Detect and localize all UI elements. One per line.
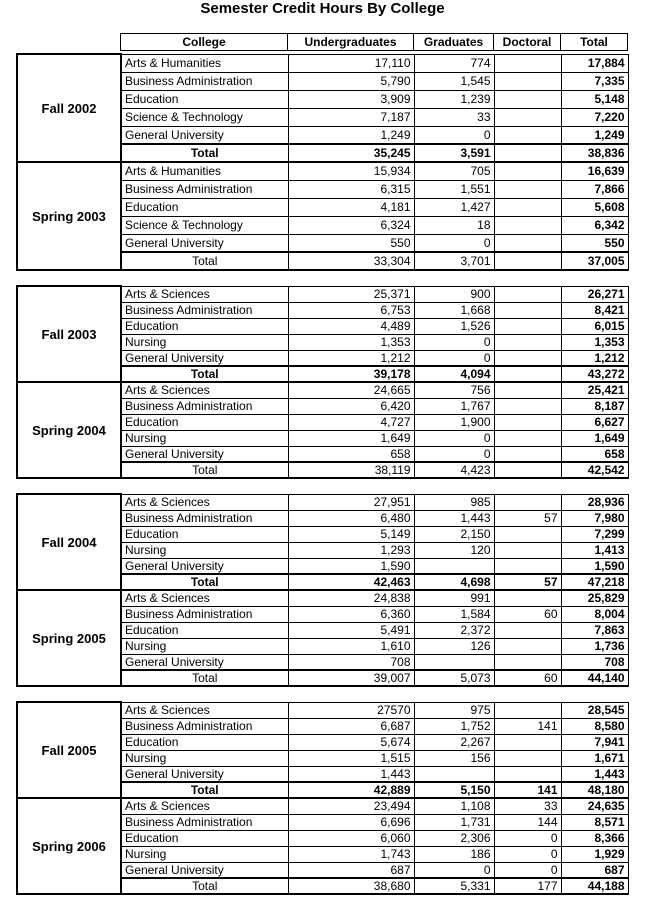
college-cell: Business Administration xyxy=(121,718,288,734)
total-cell: 44,188 xyxy=(561,878,628,894)
total-cell: 28,936 xyxy=(561,494,628,510)
undergraduates-cell: 687 xyxy=(288,862,414,878)
total-cell: 16,639 xyxy=(561,162,628,180)
doctoral-cell xyxy=(494,334,561,350)
undergraduates-cell: 1,649 xyxy=(288,430,414,446)
graduates-cell: 5,331 xyxy=(414,878,494,894)
undergraduates-cell: 1,443 xyxy=(288,766,414,782)
undergraduates-cell: 38,680 xyxy=(288,878,414,894)
undergraduates-cell: 6,315 xyxy=(288,180,414,198)
graduates-cell: 0 xyxy=(414,862,494,878)
undergraduates-cell: 5,674 xyxy=(288,734,414,750)
doctoral-cell: 144 xyxy=(494,814,561,830)
doctoral-cell: 177 xyxy=(494,878,561,894)
total-cell: 5,608 xyxy=(561,198,628,216)
undergraduates-cell: 6,480 xyxy=(288,510,414,526)
column-header-graduates: Graduates xyxy=(414,34,494,51)
graduates-cell: 1,108 xyxy=(414,798,494,814)
college-cell: Education xyxy=(121,734,288,750)
graduates-cell: 2,306 xyxy=(414,830,494,846)
undergraduates-cell: 1,743 xyxy=(288,846,414,862)
total-cell: 7,866 xyxy=(561,180,628,198)
graduates-cell: 1,584 xyxy=(414,606,494,622)
total-cell: 6,015 xyxy=(561,318,628,334)
total-cell: 708 xyxy=(561,654,628,670)
college-cell: Nursing xyxy=(121,430,288,446)
graduates-cell: 0 xyxy=(414,446,494,462)
total-cell: 1,590 xyxy=(561,558,628,574)
college-cell: Arts & Sciences xyxy=(121,798,288,814)
total-cell: 24,635 xyxy=(561,798,628,814)
graduates-cell: 3,591 xyxy=(414,144,494,162)
doctoral-cell: 0 xyxy=(494,846,561,862)
graduates-cell: 4,698 xyxy=(414,574,494,590)
undergraduates-cell: 5,149 xyxy=(288,526,414,542)
doctoral-cell xyxy=(494,144,561,162)
college-cell: Business Administration xyxy=(121,398,288,414)
undergraduates-cell: 1,610 xyxy=(288,638,414,654)
college-cell: Nursing xyxy=(121,542,288,558)
doctoral-cell xyxy=(494,366,561,382)
college-cell: Arts & Humanities xyxy=(121,162,288,180)
doctoral-cell xyxy=(494,234,561,252)
undergraduates-cell: 6,060 xyxy=(288,830,414,846)
college-cell: Arts & Sciences xyxy=(121,382,288,398)
term-label: Spring 2004 xyxy=(17,382,121,478)
doctoral-cell xyxy=(494,72,561,90)
doctoral-cell xyxy=(494,90,561,108)
graduates-cell xyxy=(414,558,494,574)
graduates-cell: 1,767 xyxy=(414,398,494,414)
undergraduates-cell: 27570 xyxy=(288,702,414,718)
term-block xyxy=(16,285,629,479)
total-cell: 5,148 xyxy=(561,90,628,108)
undergraduates-cell: 5,491 xyxy=(288,622,414,638)
total-cell: 42,542 xyxy=(561,462,628,478)
doctoral-cell xyxy=(494,702,561,718)
doctoral-cell: 33 xyxy=(494,798,561,814)
undergraduates-cell: 42,889 xyxy=(288,782,414,798)
graduates-cell: 0 xyxy=(414,430,494,446)
college-cell: General University xyxy=(121,446,288,462)
total-cell: 8,421 xyxy=(561,302,628,318)
college-cell: Arts & Sciences xyxy=(121,702,288,718)
graduates-cell: 756 xyxy=(414,382,494,398)
undergraduates-cell: 17,110 xyxy=(288,54,414,72)
total-cell: 1,671 xyxy=(561,750,628,766)
doctoral-cell: 0 xyxy=(494,862,561,878)
undergraduates-cell: 6,360 xyxy=(288,606,414,622)
college-cell: Nursing xyxy=(121,334,288,350)
undergraduates-cell: 15,934 xyxy=(288,162,414,180)
term-label: Fall 2004 xyxy=(17,494,121,590)
college-cell: Nursing xyxy=(121,750,288,766)
table-row xyxy=(17,798,628,814)
total-cell: 1,736 xyxy=(561,638,628,654)
column-header-row xyxy=(121,34,628,51)
undergraduates-cell: 4,489 xyxy=(288,318,414,334)
total-cell: 28,545 xyxy=(561,702,628,718)
graduates-cell: 900 xyxy=(414,286,494,302)
college-cell: Business Administration xyxy=(121,302,288,318)
graduates-cell: 1,239 xyxy=(414,90,494,108)
doctoral-cell xyxy=(494,318,561,334)
doctoral-cell xyxy=(494,162,561,180)
undergraduates-cell: 33,304 xyxy=(288,252,414,270)
doctoral-cell xyxy=(494,654,561,670)
total-cell: 47,218 xyxy=(561,574,628,590)
graduates-cell: 975 xyxy=(414,702,494,718)
total-cell: 1,649 xyxy=(561,430,628,446)
college-cell: Business Administration xyxy=(121,510,288,526)
graduates-cell: 4,094 xyxy=(414,366,494,382)
undergraduates-cell: 24,665 xyxy=(288,382,414,398)
total-cell: 26,271 xyxy=(561,286,628,302)
graduates-cell: 1,900 xyxy=(414,414,494,430)
college-cell: Business Administration xyxy=(121,180,288,198)
undergraduates-cell: 24,838 xyxy=(288,590,414,606)
total-cell: 7,335 xyxy=(561,72,628,90)
college-cell: General University xyxy=(121,654,288,670)
graduates-cell: 5,073 xyxy=(414,670,494,686)
undergraduates-cell: 27,951 xyxy=(288,494,414,510)
college-cell: Total xyxy=(121,878,288,894)
doctoral-cell xyxy=(494,414,561,430)
graduates-cell: 186 xyxy=(414,846,494,862)
total-cell: 7,863 xyxy=(561,622,628,638)
undergraduates-cell: 1,353 xyxy=(288,334,414,350)
doctoral-cell xyxy=(494,180,561,198)
undergraduates-cell: 23,494 xyxy=(288,798,414,814)
doctoral-cell xyxy=(494,766,561,782)
table-row xyxy=(17,494,628,510)
total-cell: 1,443 xyxy=(561,766,628,782)
total-cell: 1,212 xyxy=(561,350,628,366)
total-cell: 7,220 xyxy=(561,108,628,126)
undergraduates-cell: 6,687 xyxy=(288,718,414,734)
term-label: Spring 2003 xyxy=(17,162,121,270)
graduates-cell: 0 xyxy=(414,334,494,350)
graduates-cell: 120 xyxy=(414,542,494,558)
doctoral-cell: 60 xyxy=(494,606,561,622)
doctoral-cell xyxy=(494,542,561,558)
college-cell: Education xyxy=(121,198,288,216)
total-cell: 1,353 xyxy=(561,334,628,350)
column-header-doctoral: Doctoral xyxy=(494,34,561,51)
graduates-cell: 0 xyxy=(414,350,494,366)
term-label: Fall 2002 xyxy=(17,54,121,162)
table-row xyxy=(17,382,628,398)
total-cell: 1,929 xyxy=(561,846,628,862)
graduates-cell xyxy=(414,766,494,782)
college-cell: Total xyxy=(121,462,288,478)
undergraduates-cell: 6,696 xyxy=(288,814,414,830)
college-cell: General University xyxy=(121,234,288,252)
undergraduates-cell: 6,420 xyxy=(288,398,414,414)
college-cell: Total xyxy=(121,252,288,270)
term-block xyxy=(16,701,629,895)
total-cell: 25,829 xyxy=(561,590,628,606)
undergraduates-cell: 5,790 xyxy=(288,72,414,90)
college-cell: General University xyxy=(121,350,288,366)
graduates-cell: 126 xyxy=(414,638,494,654)
graduates-cell: 0 xyxy=(414,126,494,144)
doctoral-cell xyxy=(494,54,561,72)
graduates-cell: 4,423 xyxy=(414,462,494,478)
graduates-cell: 18 xyxy=(414,216,494,234)
total-cell: 6,627 xyxy=(561,414,628,430)
college-cell: Business Administration xyxy=(121,72,288,90)
graduates-cell: 2,372 xyxy=(414,622,494,638)
total-cell: 550 xyxy=(561,234,628,252)
undergraduates-cell: 6,324 xyxy=(288,216,414,234)
table-row xyxy=(17,590,628,606)
doctoral-cell xyxy=(494,750,561,766)
total-cell: 48,180 xyxy=(561,782,628,798)
college-cell: General University xyxy=(121,862,288,878)
college-cell: Education xyxy=(121,830,288,846)
total-cell: 1,413 xyxy=(561,542,628,558)
college-cell: Science & Technology xyxy=(121,216,288,234)
graduates-cell: 3,701 xyxy=(414,252,494,270)
college-cell: Education xyxy=(121,622,288,638)
undergraduates-cell: 6,753 xyxy=(288,302,414,318)
graduates-cell: 33 xyxy=(414,108,494,126)
graduates-cell: 5,150 xyxy=(414,782,494,798)
college-cell: Business Administration xyxy=(121,814,288,830)
term-label: Fall 2003 xyxy=(17,286,121,382)
term-block xyxy=(16,53,629,271)
report-title: Semester Credit Hours By College xyxy=(200,0,445,17)
undergraduates-cell: 1,249 xyxy=(288,126,414,144)
college-cell: Education xyxy=(121,90,288,108)
undergraduates-cell: 658 xyxy=(288,446,414,462)
doctoral-cell xyxy=(494,446,561,462)
college-cell: Arts & Sciences xyxy=(121,494,288,510)
term-block xyxy=(16,493,629,687)
college-cell: Education xyxy=(121,318,288,334)
undergraduates-cell: 25,371 xyxy=(288,286,414,302)
total-cell: 6,342 xyxy=(561,216,628,234)
undergraduates-cell: 1,590 xyxy=(288,558,414,574)
undergraduates-cell: 4,181 xyxy=(288,198,414,216)
undergraduates-cell: 1,212 xyxy=(288,350,414,366)
total-cell: 44,140 xyxy=(561,670,628,686)
undergraduates-cell: 39,007 xyxy=(288,670,414,686)
graduates-cell: 1,526 xyxy=(414,318,494,334)
total-cell: 8,366 xyxy=(561,830,628,846)
table-row xyxy=(17,286,628,302)
doctoral-cell xyxy=(494,558,561,574)
undergraduates-cell: 7,187 xyxy=(288,108,414,126)
graduates-cell: 1,427 xyxy=(414,198,494,216)
doctoral-cell xyxy=(494,302,561,318)
table-row xyxy=(17,702,628,718)
graduates-cell: 705 xyxy=(414,162,494,180)
doctoral-cell xyxy=(494,286,561,302)
doctoral-cell xyxy=(494,430,561,446)
doctoral-cell xyxy=(494,350,561,366)
doctoral-cell xyxy=(494,198,561,216)
undergraduates-cell: 1,293 xyxy=(288,542,414,558)
undergraduates-cell: 4,727 xyxy=(288,414,414,430)
total-cell: 37,005 xyxy=(561,252,628,270)
undergraduates-cell: 38,119 xyxy=(288,462,414,478)
graduates-cell: 1,545 xyxy=(414,72,494,90)
column-header-total: Total xyxy=(561,34,628,51)
graduates-cell: 1,551 xyxy=(414,180,494,198)
undergraduates-cell: 550 xyxy=(288,234,414,252)
graduates-cell xyxy=(414,654,494,670)
column-header-undergraduates: Undergraduates xyxy=(288,34,414,51)
total-cell: 1,249 xyxy=(561,126,628,144)
term-label: Fall 2005 xyxy=(17,702,121,798)
graduates-cell: 985 xyxy=(414,494,494,510)
doctoral-cell xyxy=(494,382,561,398)
graduates-cell: 2,267 xyxy=(414,734,494,750)
total-cell: 43,272 xyxy=(561,366,628,382)
total-cell: 7,941 xyxy=(561,734,628,750)
total-cell: 687 xyxy=(561,862,628,878)
term-label: Spring 2006 xyxy=(17,798,121,894)
total-cell: 8,580 xyxy=(561,718,628,734)
undergraduates-cell: 35,245 xyxy=(288,144,414,162)
graduates-cell: 1,443 xyxy=(414,510,494,526)
doctoral-cell xyxy=(494,126,561,144)
doctoral-cell: 60 xyxy=(494,670,561,686)
graduates-cell: 156 xyxy=(414,750,494,766)
graduates-cell: 2,150 xyxy=(414,526,494,542)
doctoral-cell: 141 xyxy=(494,782,561,798)
college-cell: Nursing xyxy=(121,638,288,654)
college-cell: Arts & Sciences xyxy=(121,286,288,302)
doctoral-cell xyxy=(494,216,561,234)
college-cell: Total xyxy=(121,782,288,798)
college-cell: Science & Technology xyxy=(121,108,288,126)
college-cell: Business Administration xyxy=(121,606,288,622)
doctoral-cell xyxy=(494,398,561,414)
doctoral-cell xyxy=(494,622,561,638)
total-cell: 658 xyxy=(561,446,628,462)
college-cell: General University xyxy=(121,126,288,144)
total-cell: 8,187 xyxy=(561,398,628,414)
college-cell: General University xyxy=(121,766,288,782)
doctoral-cell: 57 xyxy=(494,510,561,526)
college-cell: Total xyxy=(121,574,288,590)
college-cell: Total xyxy=(121,144,288,162)
total-cell: 17,884 xyxy=(561,54,628,72)
doctoral-cell xyxy=(494,462,561,478)
doctoral-cell: 57 xyxy=(494,574,561,590)
graduates-cell: 1,668 xyxy=(414,302,494,318)
total-cell: 8,004 xyxy=(561,606,628,622)
graduates-cell: 1,731 xyxy=(414,814,494,830)
college-cell: Arts & Humanities xyxy=(121,54,288,72)
column-header-college: College xyxy=(121,34,288,51)
college-cell: Arts & Sciences xyxy=(121,590,288,606)
doctoral-cell xyxy=(494,526,561,542)
doctoral-cell: 0 xyxy=(494,830,561,846)
column-header-table xyxy=(120,33,628,51)
college-cell: Education xyxy=(121,526,288,542)
college-cell: General University xyxy=(121,558,288,574)
table-row xyxy=(17,162,628,180)
undergraduates-cell: 1,515 xyxy=(288,750,414,766)
undergraduates-cell: 708 xyxy=(288,654,414,670)
total-cell: 38,836 xyxy=(561,144,628,162)
college-cell: Total xyxy=(121,366,288,382)
total-cell: 7,980 xyxy=(561,510,628,526)
doctoral-cell xyxy=(494,638,561,654)
doctoral-cell xyxy=(494,734,561,750)
table-row xyxy=(17,54,628,72)
doctoral-cell xyxy=(494,590,561,606)
total-cell: 25,421 xyxy=(561,382,628,398)
total-cell: 8,571 xyxy=(561,814,628,830)
undergraduates-cell: 39,178 xyxy=(288,366,414,382)
total-cell: 7,299 xyxy=(561,526,628,542)
graduates-cell: 0 xyxy=(414,234,494,252)
college-cell: Nursing xyxy=(121,846,288,862)
doctoral-cell xyxy=(494,252,561,270)
graduates-cell: 774 xyxy=(414,54,494,72)
graduates-cell: 991 xyxy=(414,590,494,606)
term-label: Spring 2005 xyxy=(17,590,121,686)
undergraduates-cell: 3,909 xyxy=(288,90,414,108)
doctoral-cell xyxy=(494,494,561,510)
graduates-cell: 1,752 xyxy=(414,718,494,734)
doctoral-cell xyxy=(494,108,561,126)
doctoral-cell: 141 xyxy=(494,718,561,734)
undergraduates-cell: 42,463 xyxy=(288,574,414,590)
college-cell: Education xyxy=(121,414,288,430)
college-cell: Total xyxy=(121,670,288,686)
